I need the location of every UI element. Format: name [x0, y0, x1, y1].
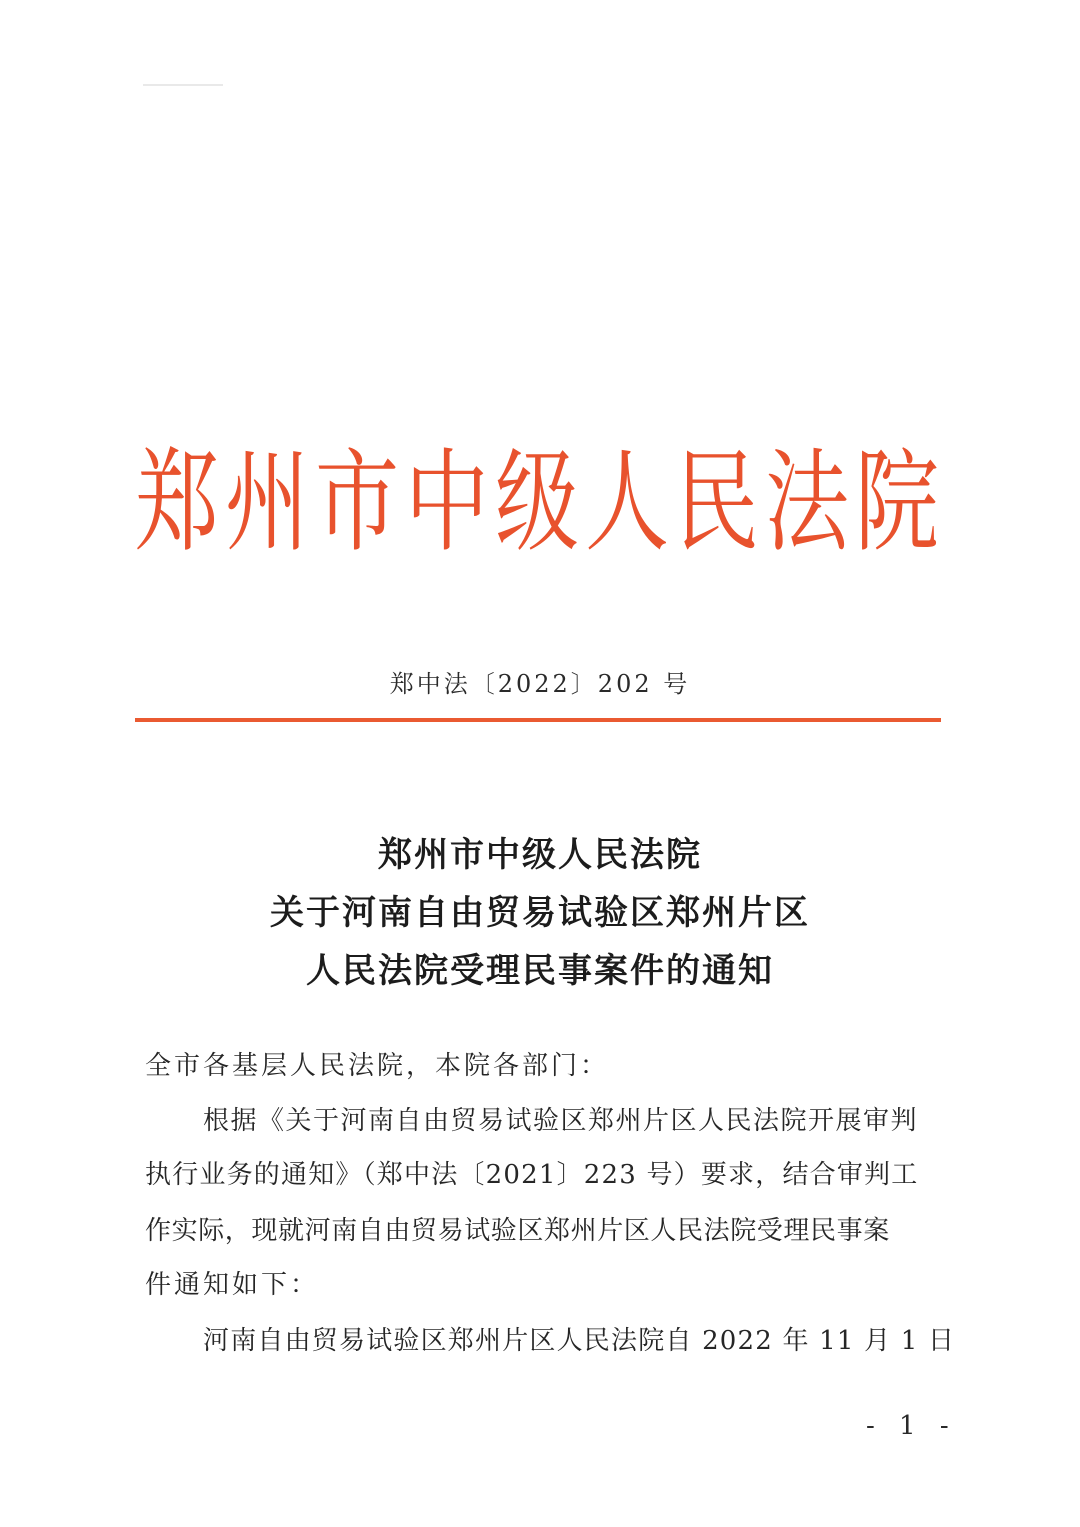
document-number: 郑中法〔2022〕202 号: [389, 670, 691, 698]
notice-title: [0, 826, 1080, 1000]
body-line: 河南自由贸易试验区郑州片区人民法院自 2022 年 11 月 1 日: [203, 1326, 956, 1356]
body-line: 根据《关于河南自由贸易试验区郑州片区人民法院开展审判: [203, 1106, 919, 1136]
masthead-text: 郑州市中级人民法院: [134, 437, 945, 567]
addressee-line: 全市各基层人民法院，本院各部门：: [145, 1051, 610, 1081]
title-line-2: 关于河南自由贸易试验区郑州片区: [270, 893, 810, 933]
body-line: 作实际，现就河南自由贸易试验区郑州片区人民法院受理民事案: [145, 1216, 890, 1246]
body-line: 执行业务的通知》（郑中法〔2021〕223 号）要求，结合审判工: [145, 1160, 919, 1190]
scan-mark: [143, 84, 223, 86]
red-divider-line: [135, 718, 941, 722]
page-number: - 1 -: [866, 1411, 957, 1441]
title-line-3: 人民法院受理民事案件的通知: [306, 951, 774, 991]
title-line-1: 郑州市中级人民法院: [378, 835, 702, 875]
body-line: 件通知如下：: [145, 1270, 320, 1300]
court-masthead: [0, 432, 1080, 572]
